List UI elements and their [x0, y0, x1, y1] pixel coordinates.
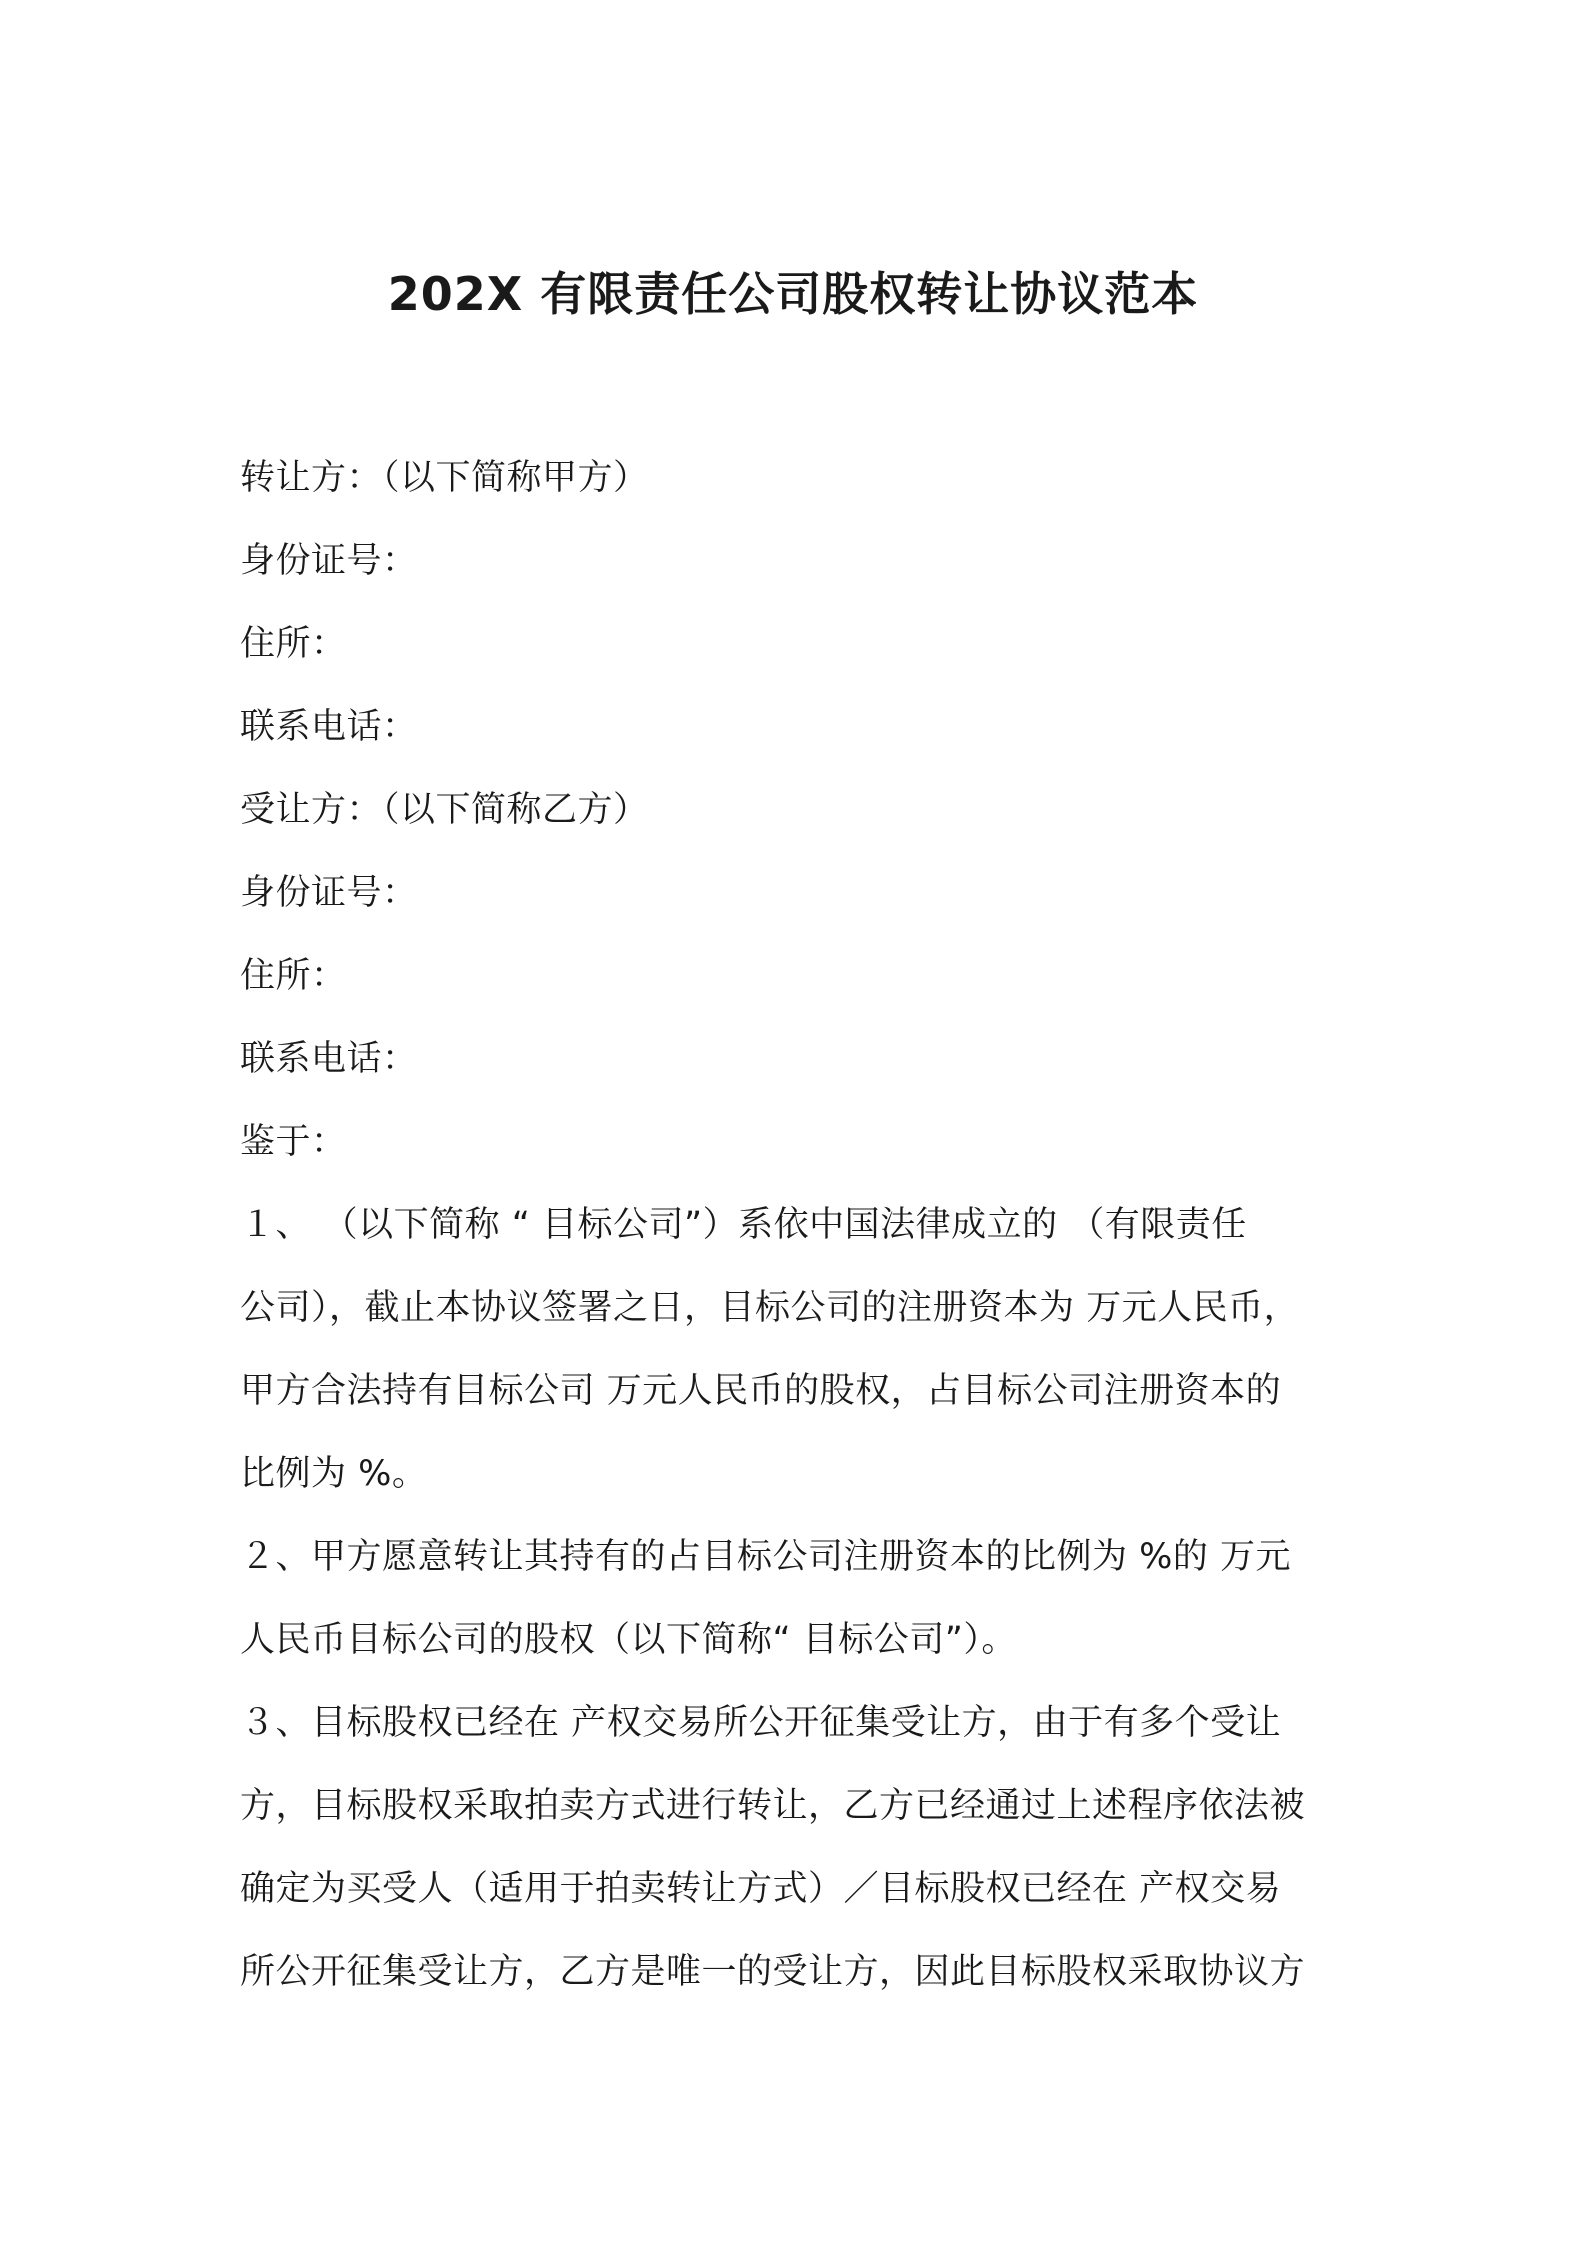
transferor-address-line: 住所： [240, 624, 347, 664]
clause-3-line-1: ３、目标股权已经在 产权交易所公开征集受让方，由于有多个受让 [240, 1703, 1282, 1743]
transferor-id-line: 身份证号： [240, 541, 418, 581]
clause-3-line-4: 所公开征集受让方，乙方是唯一的受让方，因此目标股权采取协议方 [240, 1952, 1306, 1992]
clause-1-line-1: １、 （以下简称 “ 目标公司”）系依中国法律成立的 （有限责任 [240, 1205, 1247, 1245]
clause-2-line-2: 人民币目标公司的股权（以下简称“ 目标公司”）。 [240, 1620, 1017, 1660]
transferor-phone-line: 联系电话： [240, 707, 418, 747]
clause-1-line-3: 甲方合法持有目标公司 万元人民币的股权，占目标公司注册资本的 [240, 1371, 1282, 1411]
clause-1-line-2: 公司），截止本协议签署之日，目标公司的注册资本为 万元人民币， [240, 1288, 1300, 1328]
clause-3-line-2: 方，目标股权采取拍卖方式进行转让，乙方已经通过上述程序依法被 [240, 1786, 1306, 1826]
whereas-heading: 鉴于： [240, 1122, 347, 1162]
transferee-line: 受让方：（以下简称乙方） [240, 790, 649, 830]
transferee-id-line: 身份证号： [240, 873, 418, 913]
transferee-address-line: 住所： [240, 956, 347, 996]
clause-3-line-3: 确定为买受人（适用于拍卖转让方式）／目标股权已经在 产权交易 [240, 1869, 1282, 1909]
transferee-phone-line: 联系电话： [240, 1039, 418, 1079]
transferor-line: 转让方：（以下简称甲方） [240, 458, 649, 498]
clause-2-line-1: ２、甲方愿意转让其持有的占目标公司注册资本的比例为 %的 万元 [240, 1537, 1292, 1577]
document-title: 202X 有限责任公司股权转让协议范本 [387, 267, 1199, 321]
clause-1-line-4: 比例为 %。 [240, 1454, 428, 1494]
